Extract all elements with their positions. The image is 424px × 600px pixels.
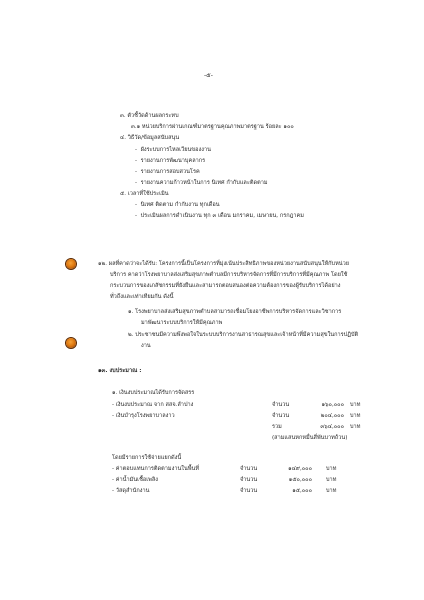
expense-amount: ๑๔๙,๐๐๐: [288, 466, 312, 472]
item-4-bullet: - รายงานการสอบสวนโรค: [135, 169, 200, 175]
budget-source-word: จำนวน: [272, 413, 290, 419]
expense-unit: บาท: [326, 466, 337, 472]
expense-label: - ค่าตอบแทนการติดตามงานในพื้นที่: [112, 466, 200, 472]
section-12-item-2: ๒. ประชาชนมีความพึงพอใจในระบบบริการงานสาธารณสุขและเจ้าหน้าที่มีความสุขในการปฏิบัติ: [128, 332, 359, 338]
punch-hole-icon: [66, 259, 76, 269]
budget-total-text: (สามแสนหกหมื่นสี่พันบาทถ้วน): [272, 435, 348, 441]
item-5-heading: ๕. เวลาที่ใช้ประเมิน: [120, 191, 169, 197]
budget-total-unit: บาท: [350, 424, 361, 430]
budget-source-amount: ๑๖๐,๐๐๐: [321, 402, 344, 408]
expense-unit: บาท: [326, 488, 337, 494]
budget-source-unit: บาท: [350, 413, 361, 419]
section-12-line: กระบวนการของเภสัชกรรมที่ยังยืนและสามารถตอบสนองต่อความต้องการของผู้รับบริการได้อย่าง: [110, 283, 341, 289]
expense-label: - ค่าน้ำมันเชื้อเพลิง: [112, 477, 158, 483]
item-3-1: ๓.๑ หน่วยบริการผ่านเกณฑ์มาตรฐานคุณภาพมาตรฐาน ร้อยละ ๑๐๐: [131, 124, 294, 130]
expense-label: - วัสดุสำนักงาน: [112, 488, 150, 494]
expense-amount: ๑๕,๐๐๐: [292, 488, 312, 494]
item-5-bullet: - นิเทศ ติดตาม กำกับงาน ทุกเดือน: [135, 202, 220, 208]
budget-source-label: - เงินงบประมาณ จาก สสจ.ลำปาง: [112, 402, 194, 408]
section-12-item-1: ๑. โรงพยาบาลส่งเสริมสุขภาพตำบลสามารถเชื่อมโยงอาชีพการบริหารจัดการและวิชาการ: [128, 309, 342, 315]
budget-total-amount: ๓๖๔,๐๐๐: [320, 424, 344, 430]
section-12-heading: ๑๒. ผลที่คาดว่าจะได้รับ: โครงการนี้เป็นโครงการที่มุ่งเน้นประสิทธิภาพของหน่วยงานสนับสนุนให้กับหน่วย: [98, 261, 350, 267]
budget-source-label: - เงินบำรุงโรงพยาบาลงาว: [112, 413, 175, 419]
punch-hole-icon: [66, 338, 76, 348]
item-4-bullet: - ผังระบบการไหลเวียนของงาน: [135, 147, 211, 153]
item-3-heading: ๓. ตัวชี้วัดด้านผลกระทบ: [120, 113, 179, 119]
expense-unit: บาท: [326, 477, 337, 483]
section-12-item-1-cont: มาพัฒนาระบบบริการให้มีคุณภาพ: [141, 320, 223, 326]
expense-heading: โดยมีรายการใช้จ่ายแยกดังนี้: [112, 455, 182, 461]
item-4-heading: ๔. วิธีวัด/ข้อมูลสนับสนุน: [120, 135, 180, 141]
expense-word: จำนวน: [240, 488, 258, 494]
budget-source-word: จำนวน: [272, 402, 290, 408]
section-13-heading: ๑๓. งบประมาณ :: [98, 368, 142, 374]
budget-source-amount: ๒๐๔,๐๐๐: [320, 413, 344, 419]
budget-source-unit: บาท: [350, 402, 361, 408]
expense-word: จำนวน: [240, 466, 258, 472]
page-number: -๕-: [204, 72, 213, 79]
expense-word: จำนวน: [240, 477, 258, 483]
section-12-line: ทั่วถึงและเท่าเทียมกัน ดังนี้: [110, 294, 174, 300]
item-4-bullet: - รายงานการพัฒนาบุคลากร: [135, 158, 206, 164]
section-12-item-2-cont: งาน: [141, 343, 151, 349]
budget-total-word: รวม: [272, 424, 282, 430]
expense-amount: ๑๕๐,๐๐๐: [288, 477, 312, 483]
item-4-bullet: - รายงานความก้าวหน้าในการ นิเทศ กำกับและติดตาม: [135, 180, 268, 186]
item-5-bullet: - ประเมินผลการดำเนินงาน ทุก ๓ เดือน มกราคม, เมษายน, กรกฎาคม: [135, 213, 304, 219]
budget-sub-heading: ๑. เงินงบประมาณได้รับการจัดสรร: [112, 390, 195, 396]
section-12-line: บริการ คาดว่าโรงพยาบาลส่งเสริมสุขภาพตำบลมีการบริหารจัดการที่มีการบริการที่มีคุณภาพ โดยใช้: [110, 272, 348, 278]
